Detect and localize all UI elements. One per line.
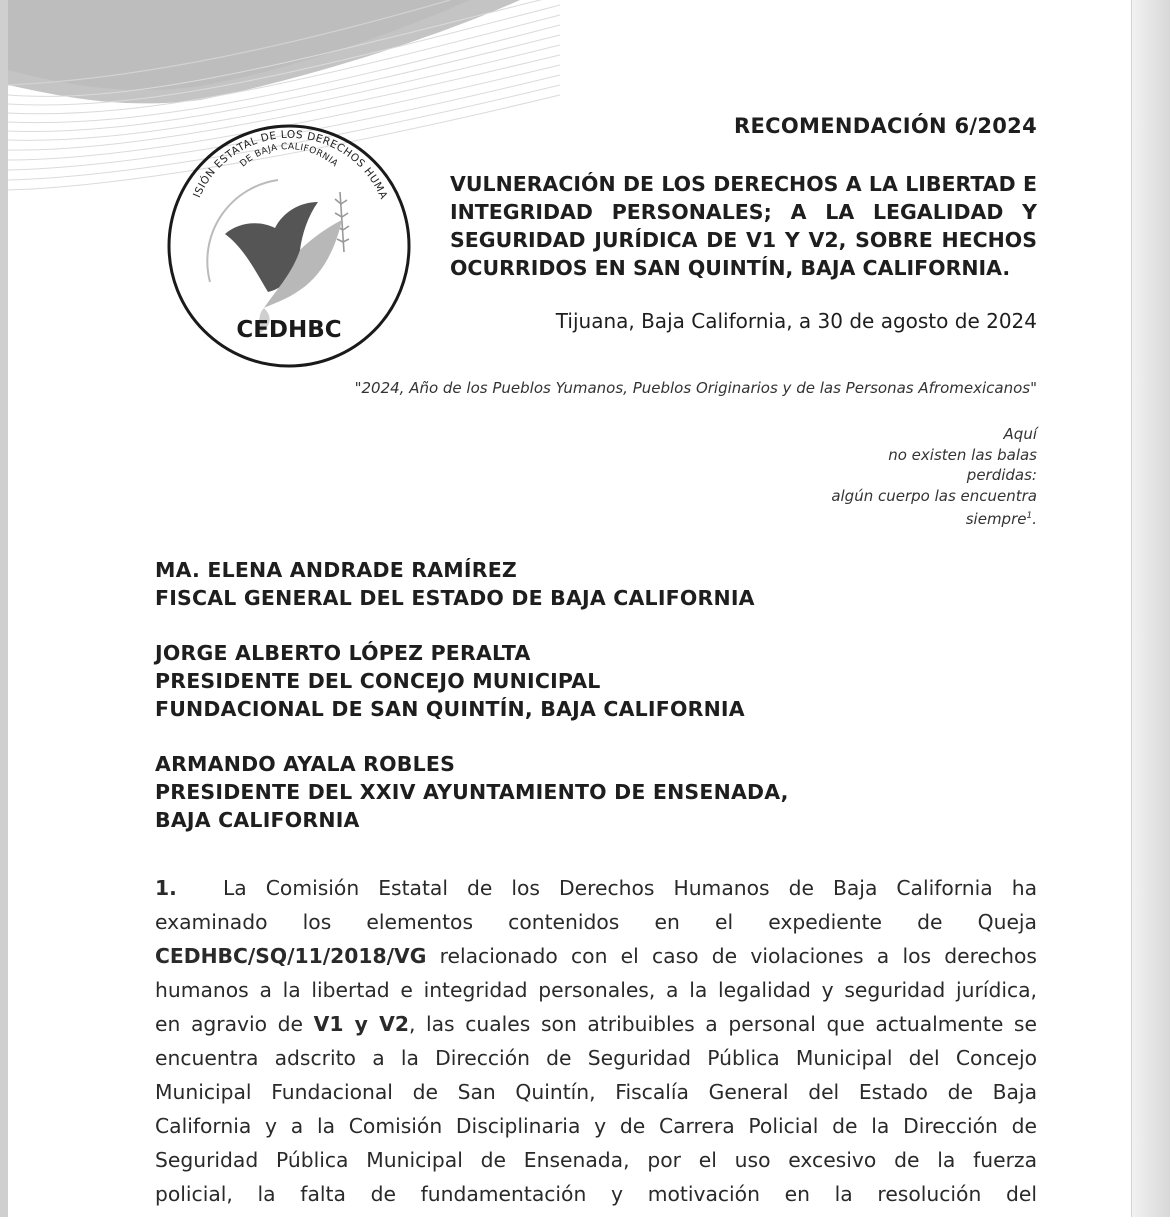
seal-ring-text-inner-path: DE BAJA CALIFORNIA	[238, 142, 340, 170]
recipient-title: FUNDACIONAL DE SAN QUINTÍN, BAJA CALIFORNIA	[155, 697, 745, 721]
recommendation-subject	[450, 170, 1037, 282]
paragraph-line: Seguridad Pública Municipal de Ensenada, por el uso excesivo de la fuerza	[155, 1148, 1037, 1172]
epigraph-line: no existen las balas	[888, 445, 1037, 464]
recipient-name: JORGE ALBERTO LÓPEZ PERALTA	[155, 641, 531, 665]
epigraph	[700, 424, 1037, 530]
subject-line: SEGURIDAD JURÍDICA DE V1 Y V2, SOBRE HECHOS	[450, 228, 1037, 252]
paragraph-text: relacionado con el caso de violaciones a los derechos	[426, 944, 1037, 968]
recipient-block	[155, 556, 1035, 612]
paragraph-line: California y a la Comisión Disciplinaria y de Carrera Policial de la Dirección de	[155, 1114, 1037, 1138]
paragraph-line	[155, 939, 1037, 973]
footnote-mark[interactable]: 1	[1026, 511, 1033, 521]
paragraph-line	[155, 871, 1037, 905]
paragraph-number: 1.	[155, 876, 177, 900]
paragraph-line: policial, la falta de fundamentación y motivación en la resolución del	[155, 1182, 1037, 1206]
epigraph-line: algún cuerpo las encuentra	[831, 486, 1037, 505]
recipient-title: PRESIDENTE DEL XXIV AYUNTAMIENTO DE ENSENADA,	[155, 780, 789, 804]
case-file-number: CEDHBC/SQ/11/2018/VG	[155, 944, 427, 968]
subject-line: OCURRIDOS EN SAN QUINTÍN, BAJA CALIFORNIA.	[450, 256, 1011, 280]
recipient-block	[155, 750, 1035, 834]
recipient-block	[155, 639, 1035, 723]
cedhbc-seal	[160, 122, 418, 374]
paragraph-text: en agravio de	[155, 1012, 314, 1036]
paragraph-line: humanos a la libertad e integridad personales, a la legalidad y seguridad jurídica,	[155, 978, 1037, 1002]
subject-line: VULNERACIÓN DE LOS DERECHOS A LA LIBERTAD E	[450, 172, 1037, 196]
paragraph-line: encuentra adscrito a la Dirección de Seguridad Pública Municipal del Concejo	[155, 1046, 1037, 1070]
recipient-name: MA. ELENA ANDRADE RAMÍREZ	[155, 558, 517, 582]
subject-line: INTEGRIDAD PERSONALES; A LA LEGALIDAD Y	[450, 200, 1037, 224]
paragraph-text: , las cuales son atribuibles a personal que actualmente se	[408, 1012, 1037, 1036]
victims-label: V1 y V2	[313, 1012, 409, 1036]
seal-graphic	[160, 122, 418, 374]
recipients	[155, 556, 1035, 861]
recipient-title: BAJA CALIFORNIA	[155, 808, 360, 832]
epigraph-last-line: siempre$^1$.	[965, 510, 1037, 528]
epigraph-line: perdidas:	[966, 466, 1037, 484]
dove-icon	[225, 202, 342, 334]
seal-ring-text-outer	[160, 122, 390, 202]
seal-acronym: CEDHBC	[236, 317, 342, 343]
recipient-title: PRESIDENTE DEL CONCEJO MUNICIPAL	[155, 669, 601, 693]
scan-right-margin	[1132, 0, 1170, 1217]
place-and-date: Tijuana, Baja California, a 30 de agosto de 2024	[555, 309, 1037, 333]
paragraph-1	[155, 871, 1037, 1211]
epigraph-line: siempre	[965, 510, 1027, 528]
recipient-name: ARMANDO AYALA ROBLES	[155, 752, 456, 776]
paragraph-line: Municipal Fundacional de San Quintín, Fiscalía General del Estado de Baja	[155, 1080, 1037, 1104]
paragraph-text: La Comisión Estatal de los Derechos Humanos de Baja California ha	[223, 876, 1037, 900]
epigraph-line: Aquí	[1003, 425, 1037, 443]
seal-ring-text-outer-path: ISIÓN ESTATAL DE LOS DERECHOS HUMA	[191, 128, 390, 202]
recipient-title: FISCAL GENERAL DEL ESTADO DE BAJA CALIFORNIA	[155, 586, 755, 610]
paragraph-line: examinado los elementos contenidos en el expediente de Queja	[155, 910, 1037, 934]
paragraph-line	[155, 1007, 1037, 1041]
recommendation-number: RECOMENDACIÓN 6/2024	[734, 114, 1037, 138]
laurel-branch-icon	[335, 192, 349, 252]
year-motto: "2024, Año de los Pueblos Yumanos, Pueblos Originarios y de las Personas Afromexicanos"	[354, 379, 1037, 397]
